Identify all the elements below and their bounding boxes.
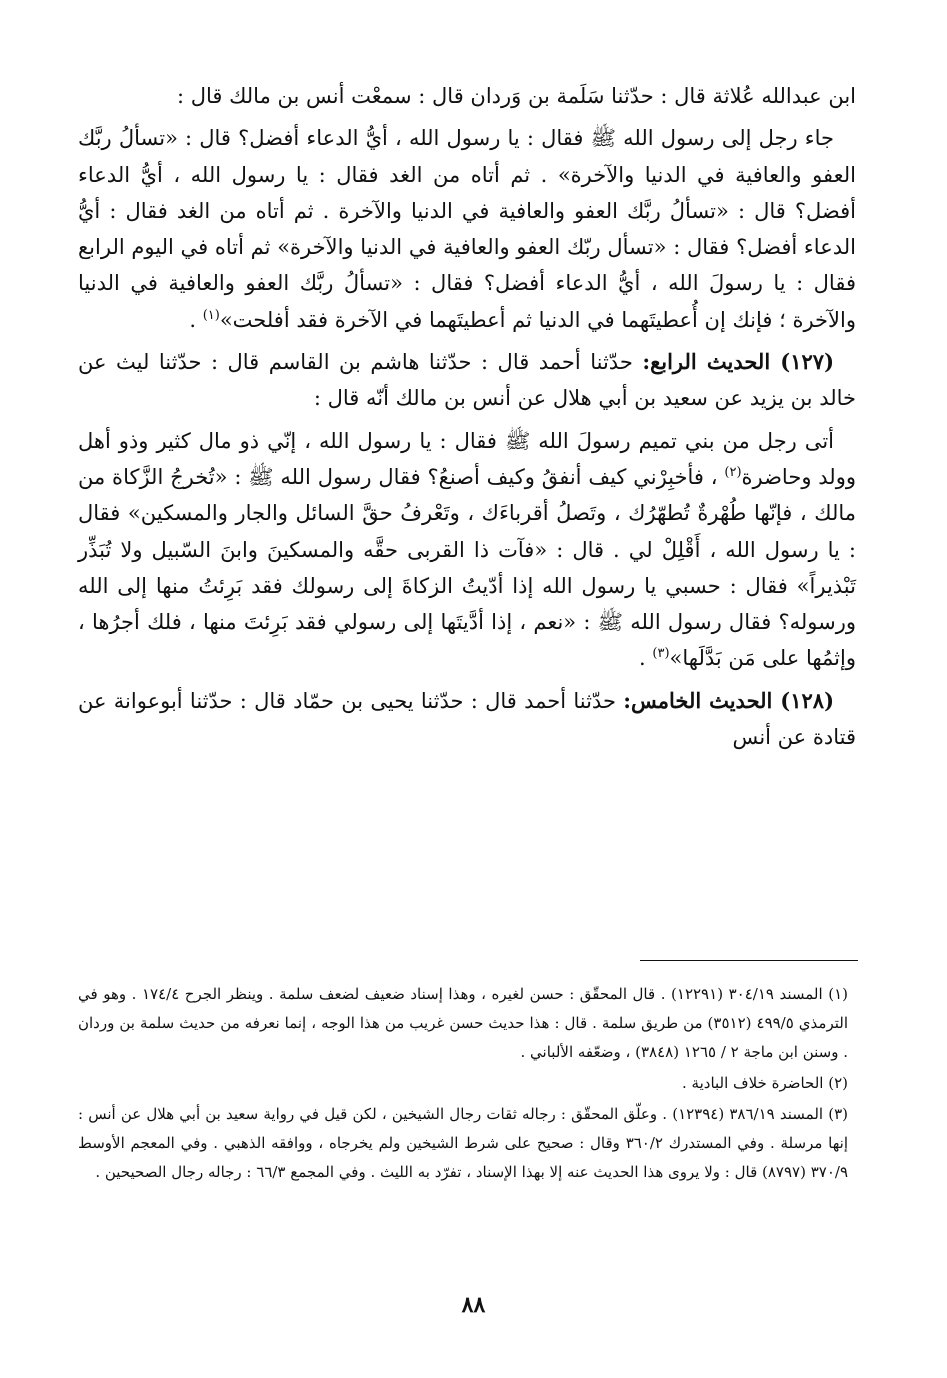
- hadith-128-isnad: [78, 683, 856, 756]
- paragraph-end: .: [189, 307, 203, 332]
- paragraph-text: حدّثنا أحمد قال : حدّثنا هاشم بن القاسم قال : حدّثنا ليث عن خالد بن يزيد عن سعيد بن أبي هلال عن أنس بن مالك أنّه قال :: [78, 350, 856, 411]
- footnote-ref[interactable]: (٢): [724, 464, 742, 480]
- footnote-separator: [640, 960, 858, 961]
- main-text: [78, 78, 856, 761]
- paragraph-text: أتى رجل من بني تميم رسولَ الله ﷺ فقال : يا رسول الله ، إنّي ذو مال كثير وذو أهل وولد وحاضرة: [78, 428, 856, 489]
- footnote-ref[interactable]: (١): [202, 307, 220, 323]
- footnotes: [78, 980, 848, 1189]
- paragraph-hadith-text: [78, 120, 856, 338]
- paragraph-intro: [78, 78, 856, 114]
- hadith-127-isnad: [78, 344, 856, 417]
- paragraph-text-continued: ، فأخبِرْني كيف أنفقُ وكيف أصنعُ؟ فقال رسول الله ﷺ : «تُخرجُ الزَّكاة من مالك ، فإنّها طُهْرةٌ تُطهّرُك ، وتَصلُ أقرباءَك ، وتَعْرفُ حقَّ السائل والجار والمسكين» فقال : يا رسول الله ، أَقْلِلْ لي . قال : «فآت ذا القربى حقَّه والمسكينَ وابنَ السّبيل ولا تُبَذِّر تَبْذيراً» فقال : حسبي يا رسول الله إذا أدّيتُ الزكاةَ إلى رسولك فقد بَرِئتُ منها إلى الله ورسوله؟ فقال رسول الله ﷺ : «نعم ، إذا أدَّيتَها إلى رسولي فقد بَرِئتَ منها ، فلك أجرُها ، وإثمُها على مَن بَدَّلَها»: [78, 464, 856, 671]
- hadith-127-text: [78, 423, 856, 677]
- paragraph-text: جاء رجل إلى رسول الله ﷺ فقال : يا رسول الله ، أيُّ الدعاء أفضل؟ قال : «تسألُ ربَّك العفو والعافية في الدنيا والآخرة» . ثم أتاه من الغد فقال : يا رسول الله ، أيُّ الدعاء أفضل؟ قال : «تسألُ ربَّك العفو والعافية في الدنيا والآخرة . ثم أتاه من الغد فقال : أيُّ الدعاء أفضل؟ فقال : «تسأل ربّك العفو والعافية في الدنيا والآخرة» ثم أتاه في اليوم الرابع فقال : يا رسولَ الله ، أيُّ الدعاء أفضل؟ فقال : «تسألُ ربَّك العفو والعافية في الدنيا والآخرة ؛ فإنك إن أُعطيتَهما في الدنيا ثم أعطيتَهما في الآخرة فقد أفلحت»: [78, 126, 856, 332]
- footnote-2: (٢) الحاضرة خلاف البادية .: [682, 1074, 848, 1092]
- footnote-1: (١) المسند ٣٠٤/١٩ (١٢٢٩١) . قال المحقّق : حسن لغيره ، وهذا إسناد ضعيف لضعف سلمة . وينظر الجرح ١٧٤/٤ . وهو في الترمذي ٤٩٩/٥ (٣٥١٢) من طريق سلمة . قال : هذا حديث حسن غريب من هذا الوجه ، إنما نعرفه من حديث سلمة بن وردان . وسنن ابن ماجة ٢ / ١٢٦٥ (٣٨٤٨) ، وضعّفه الألباني .: [78, 985, 848, 1061]
- paragraph-end: .: [639, 646, 653, 671]
- paragraph-text: حدّثنا أحمد قال : حدّثنا يحيى بن حمّاد قال : حدّثنا أبوعوانة عن قتادة عن أنس: [78, 688, 856, 750]
- hadith-heading: (١٢٨) الحديث الخامس:: [623, 687, 835, 713]
- hadith-heading: (١٢٧) الحديث الرابع:: [642, 349, 835, 375]
- page-number: ٨٨: [461, 1292, 486, 1318]
- paragraph-text: ابن عبدالله عُلاثة قال : حدّثنا سَلَمة بن وَردان قال : سمعْت أنس بن مالك قال :: [176, 84, 856, 108]
- footnote-ref[interactable]: (٣): [652, 646, 670, 662]
- footnote-3: (٣) المسند ٣٨٦/١٩ (١٢٣٩٤) . وعلّق المحقّق : رجاله ثقات رجال الشيخين ، لكن قيل في رواية سعيد بن أبي هلال عن أنس : إنها مرسلة . وفي المستدرك ٣٦٠/٢ وقال : صحيح على شرط الشيخين ولم يخرجاه ، ووافقه الذهبي . وفي المعجم الأوسط ٣٧٠/٩ (٨٧٩٧) قال : ولا يروى هذا الحديث عنه إلا بهذا الإسناد ، تفرّد به الليث . وفي المجمع ٦٦/٣ : رجاله رجال الصحيحين .: [78, 1105, 848, 1181]
